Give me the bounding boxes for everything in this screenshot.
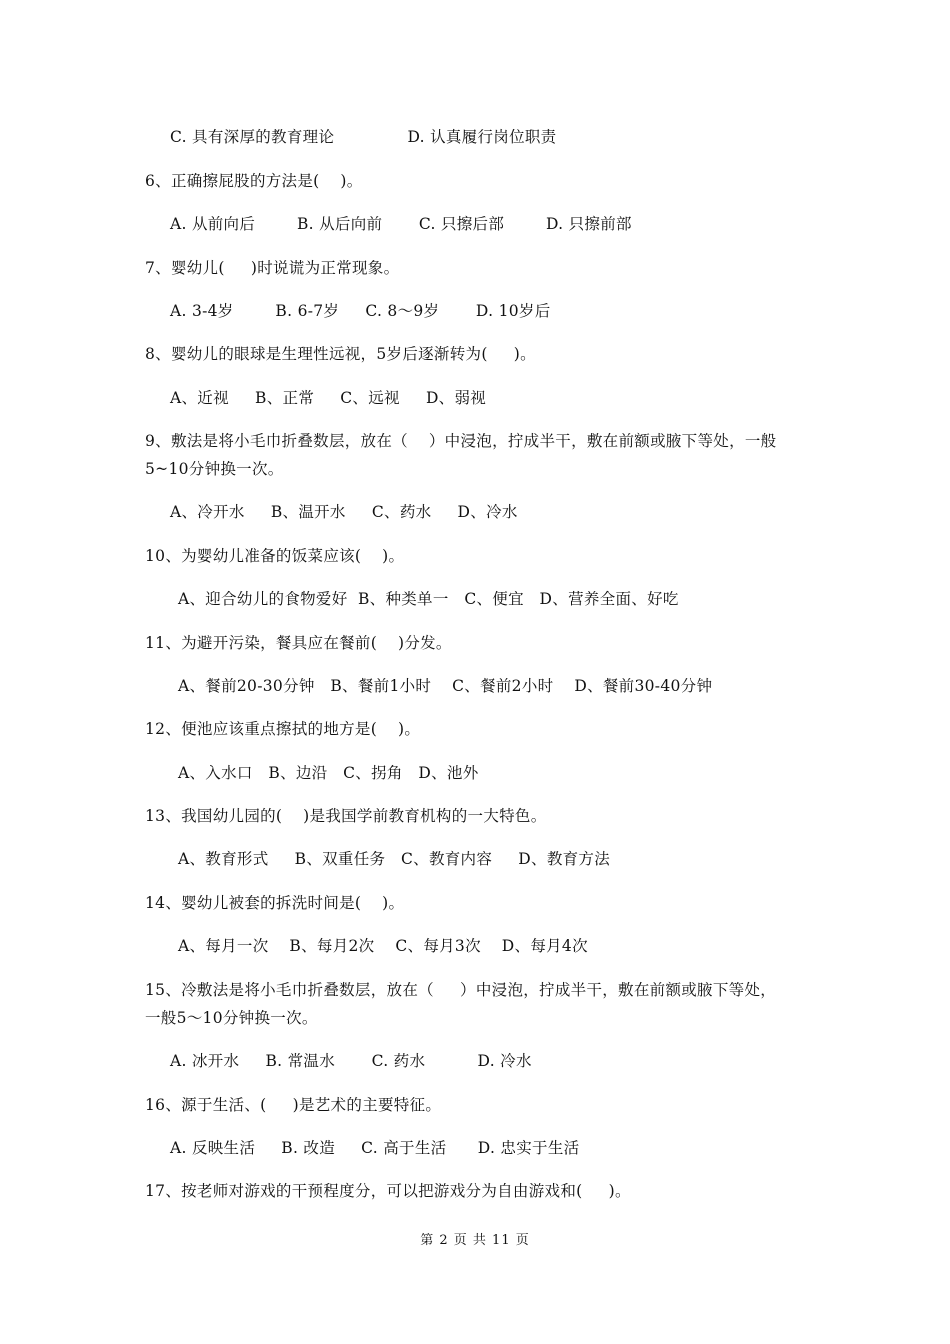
q8-options: A、近视 B、正常 C、远视 D、弱视	[170, 389, 487, 407]
q14-options: A、每月一次 B、每月2次 C、每月3次 D、每月4次	[178, 937, 588, 955]
question-12: 12、便池应该重点擦拭的地方是( )。	[145, 720, 421, 738]
question-17: 17、按老师对游戏的干预程度分，可以把游戏分为自由游戏和( )。	[145, 1182, 631, 1200]
q5-options: C. 具有深厚的教育理论 D. 认真履行岗位职责	[170, 128, 557, 146]
q11-options: A、餐前20-30分钟 B、餐前1小时 C、餐前2小时 D、餐前30-40分钟	[178, 677, 713, 695]
q7-options: A. 3-4岁 B. 6-7岁 C. 8～9岁 D. 10岁后	[170, 302, 551, 320]
question-11: 11、为避开污染，餐具应在餐前( )分发。	[145, 634, 452, 652]
q6-options: A. 从前向后 B. 从后向前 C. 只擦后部 D. 只擦前部	[170, 215, 632, 233]
q12-options: A、入水口 B、边沿 C、拐角 D、池外	[178, 764, 479, 782]
q16-options: A. 反映生活 B. 改造 C. 高于生活 D. 忠实于生活	[170, 1139, 580, 1157]
question-9-line-2: 5~10分钟换一次。	[145, 460, 284, 478]
question-15-line-2: 一般5～10分钟换一次。	[145, 1009, 318, 1027]
q10-options: A、迎合幼儿的食物爱好 B、种类单一 C、便宜 D、营养全面、好吃	[178, 590, 679, 608]
question-6: 6、正确擦屁股的方法是( )。	[145, 172, 363, 190]
question-10: 10、为婴幼儿准备的饭菜应该( )。	[145, 547, 405, 565]
question-9-line-1: 9、敷法是将小毛巾折叠数层，放在（ ）中浸泡，拧成半干，敷在前额或腋下等处，一般	[145, 432, 777, 450]
q13-options: A、教育形式 B、双重任务 C、教育内容 D、教育方法	[178, 850, 611, 868]
page-footer: 第 2 页 共 11 页	[420, 1233, 530, 1248]
q9-options: A、冷开水 B、温开水 C、药水 D、冷水	[170, 503, 518, 521]
question-14: 14、婴幼儿被套的拆洗时间是( )。	[145, 894, 405, 912]
question-7: 7、婴幼儿( )时说谎为正常现象。	[145, 259, 400, 277]
question-13: 13、我国幼儿园的( )是我国学前教育机构的一大特色。	[145, 807, 547, 825]
question-8: 8、婴幼儿的眼球是生理性远视，5岁后逐渐转为( )。	[145, 345, 536, 363]
q15-options: A. 冰开水 B. 常温水 C. 药水 D. 冷水	[170, 1052, 532, 1070]
question-16: 16、源于生活、( )是艺术的主要特征。	[145, 1096, 442, 1114]
question-15-line-1: 15、冷敷法是将小毛巾折叠数层，放在（ ）中浸泡，拧成半干，敷在前额或腋下等处，	[145, 981, 777, 999]
